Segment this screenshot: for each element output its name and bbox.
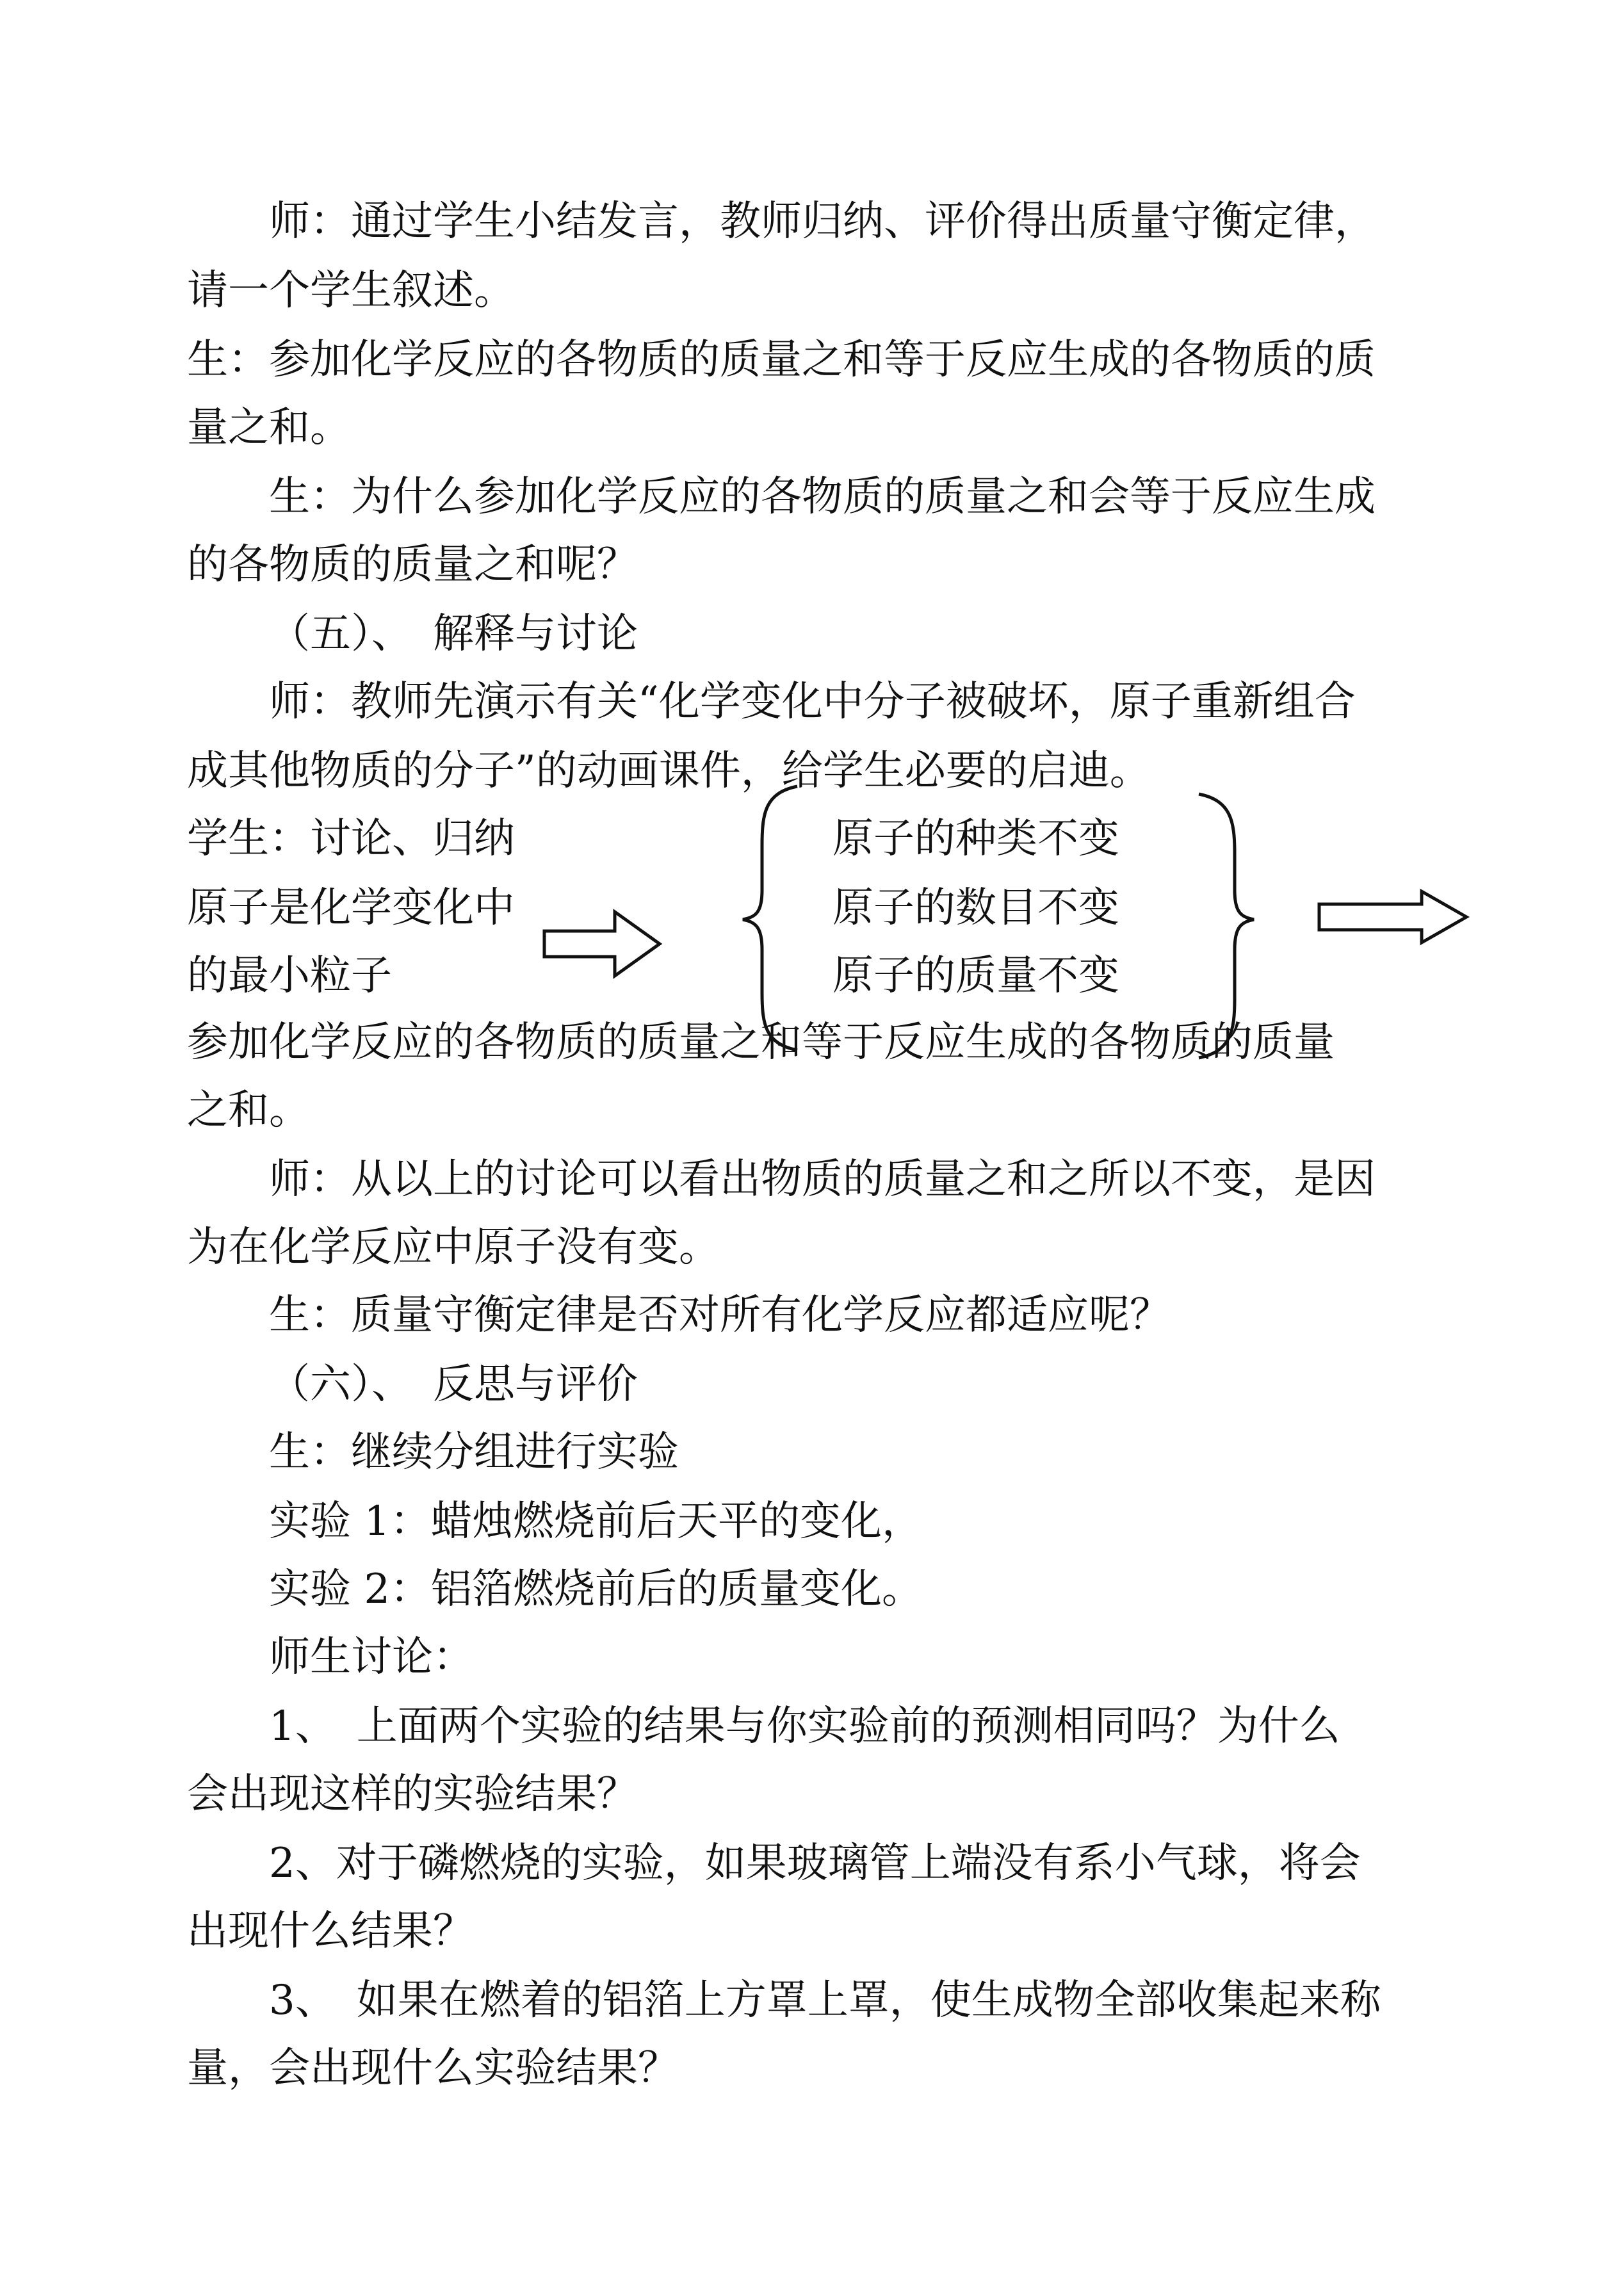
- paragraph-discussion-heading: 师生讨论：: [269, 1634, 474, 1681]
- right-arrow-icon: [1319, 891, 1466, 943]
- diagram-left-text-line2: 原子是化学变化中: [187, 884, 515, 932]
- section-heading-six: （六）、 反思与评价: [269, 1361, 638, 1408]
- question-2-line1: 2、对于磷燃烧的实验，如果玻璃管上端没有系小气球，将会: [269, 1840, 1361, 1887]
- paragraph-continue-experiment: 生：继续分组进行实验: [269, 1429, 679, 1476]
- section-heading-five: （五）、 解释与讨论: [269, 610, 638, 658]
- experiment-2: 实验 2：铝箔燃烧前后的质量变化。: [269, 1566, 923, 1613]
- diagram-item-atom-number: 原子的数目不变: [832, 884, 1119, 932]
- left-brace-icon: [743, 786, 797, 1050]
- paragraph-teacher-demo-line1: 师：教师先演示有关“化学变化中分子被破坏，原子重新组合: [269, 678, 1356, 726]
- paragraph-student-question-line1: 生：为什么参加化学反应的各物质的质量之和会等于反应生成: [269, 473, 1376, 521]
- experiment-1: 实验 1：蜡烛燃烧前后天平的变化，: [269, 1498, 923, 1545]
- paragraph-teacher-summary-line2: 请一个学生叙述。: [187, 267, 515, 314]
- diagram-item-atom-mass: 原子的质量不变: [832, 952, 1119, 1000]
- diagram-left-text-line3: 的最小粒子: [187, 952, 392, 1000]
- paragraph-teacher-demo-line2: 成其他物质的分子”的动画课件，给学生必要的启迪。: [187, 747, 1151, 795]
- paragraph-student-law-line2: 量之和。: [187, 404, 351, 451]
- paragraph-student-law-line1: 生：参加化学反应的各物质的质量之和等于反应生成的各物质的质: [187, 336, 1376, 384]
- diagram-item-atom-kind: 原子的种类不变: [832, 815, 1119, 863]
- question-1-line2: 会出现这样的实验结果？: [187, 1771, 638, 1818]
- paragraph-conclusion-line1: 参加化学反应的各物质的质量之和等于反应生成的各物质的质量: [187, 1019, 1335, 1066]
- question-2-line2: 出现什么结果？: [187, 1908, 474, 1955]
- diagram-left-text-line1: 学生：讨论、归纳: [187, 815, 515, 863]
- paragraph-conclusion-line2: 之和。: [187, 1087, 310, 1134]
- paragraph-student-query: 生：质量守衡定律是否对所有化学反应都适应呢？: [269, 1292, 1171, 1339]
- paragraph-teacher-summary-line1: 师：通过学生小结发言，教师归纳、评价得出质量守衡定律，: [269, 198, 1376, 245]
- question-3-line2: 量，会出现什么实验结果？: [187, 2045, 679, 2092]
- paragraph-teacher-explain-line1: 师：从以上的讨论可以看出物质的质量之和之所以不变，是因: [269, 1156, 1376, 1203]
- left-arrow-icon: [544, 912, 660, 976]
- question-3-line1: 3、 如果在燃着的铝箔上方罩上罩，使生成物全部收集起来称: [269, 1977, 1381, 2024]
- question-1-line1: 1、 上面两个实验的结果与你实验前的预测相同吗？为什么: [269, 1703, 1340, 1750]
- paragraph-student-question-line2: 的各物质的质量之和呢？: [187, 541, 638, 588]
- paragraph-teacher-explain-line2: 为在化学反应中原子没有变。: [187, 1224, 720, 1271]
